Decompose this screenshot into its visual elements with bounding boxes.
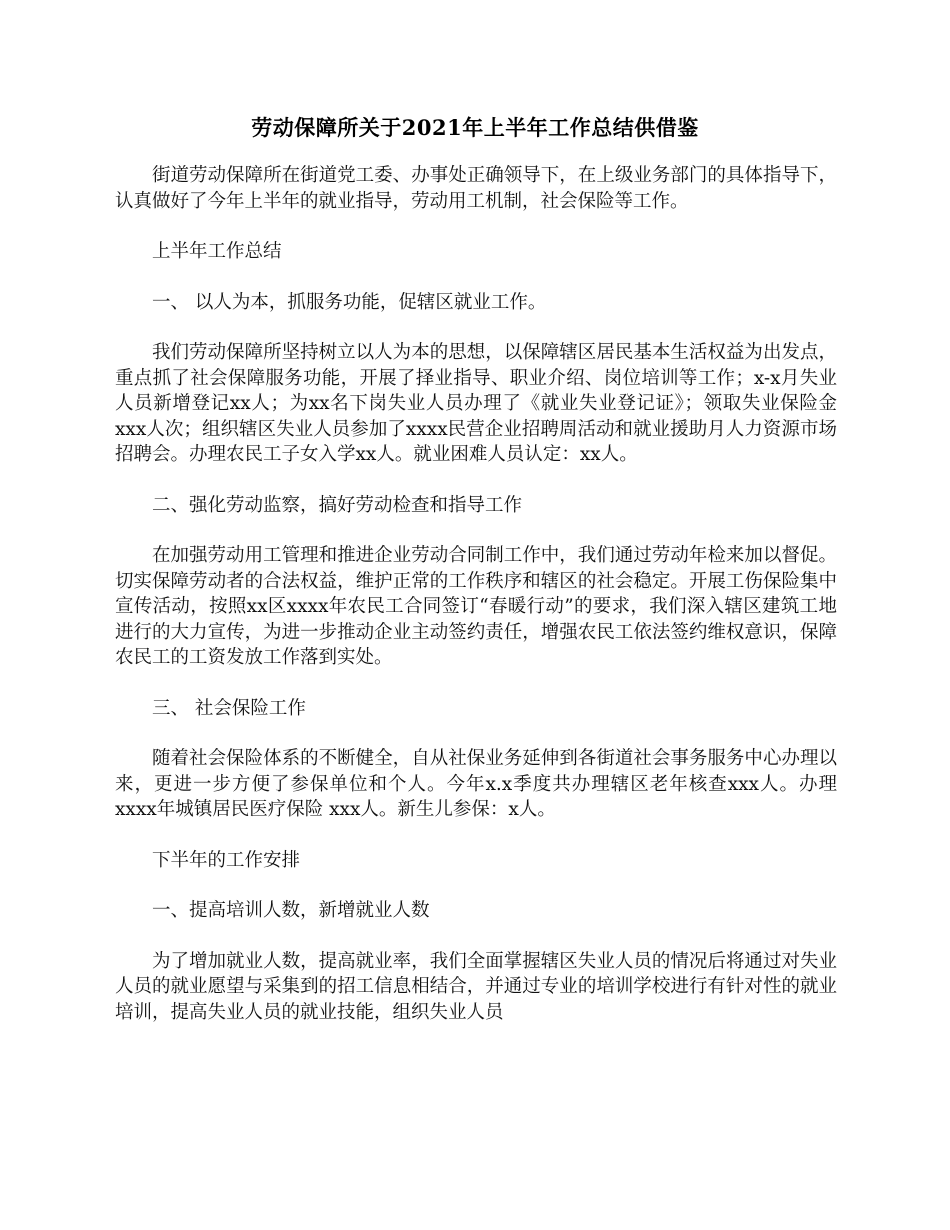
subheading-labor-inspection: 二、强化劳动监察，搞好劳动检查和指导工作 (152, 494, 523, 516)
document-title: 劳动保障所关于2021年上半年工作总结供借鉴 (251, 115, 699, 140)
paragraph-labor-inspection: 在加强劳动用工管理和推进企业劳动合同制工作中，我们通过劳动年检来加以督促。切实保障劳动者的合法权益，维护正常的工作秩序和辖区的社会稳定。开展工伤保险集中宣传活动，按照xx区xxxx年农民工合同签订“春暖行动”的要求，我们深入辖区建筑工地进行的大力宣传，为进一步推动企业主动签约责任，增强农民工依法签约维权意识，保障农民工的工资发放工作落到实处。 (115, 545, 837, 668)
section-heading-first-half-summary: 上半年工作总结 (152, 241, 282, 262)
intro-paragraph: 街道劳动保障所在街道党工委、办事处正确领导下，在上级业务部门的具体指导下，认真做好了今年上半年的就业指导，劳动用工机制，社会保险等工作。 (115, 165, 837, 212)
paragraph-employment-service: 我们劳动保障所坚持树立以人为本的思想，以保障辖区居民基本生活权益为出发点，重点抓了社会保障服务功能，开展了择业指导、职业介绍、岗位培训等工作；x-x月失业人员新增登记xx人；为xx名下岗失业人员办理了《就业失业登记证》；领取失业保险金xxx人次；组织辖区失业人员参加了xxxx民营企业招聘周活动和就业援助月人力资源市场招聘会。办理农民工子女入学xx人。就业困难人员认定：xx人。 (115, 342, 837, 465)
subheading-employment-service: 一、 以人为本，抓服务功能，促辖区就业工作。 (152, 291, 547, 313)
paragraph-social-insurance: 随着社会保险体系的不断健全，自从社保业务延伸到各街道社会事务服务中心办理以来，更进一步方便了参保单位和个人。今年x.x季度共办理辖区老年核查xxx人。办理xxxx年城镇居民医疗保险 xxx人。新生儿参保：x人。 (115, 748, 837, 820)
document-body (115, 163, 837, 1050)
section-heading-second-half-plan: 下半年的工作安排 (152, 849, 301, 871)
subheading-training: 一、提高培训人数，新增就业人数 (152, 900, 430, 921)
subheading-social-insurance: 三、 社会保险工作 (152, 697, 306, 719)
paragraph-training: 为了增加就业人数，提高就业率，我们全面掌握辖区失业人员的情况后将通过对失业人员的就业愿望与采集到的招工信息相结合，并通过专业的培训学校进行有针对性的就业培训，提高失业人员的就业技能，组织失业人员 (115, 950, 837, 1023)
